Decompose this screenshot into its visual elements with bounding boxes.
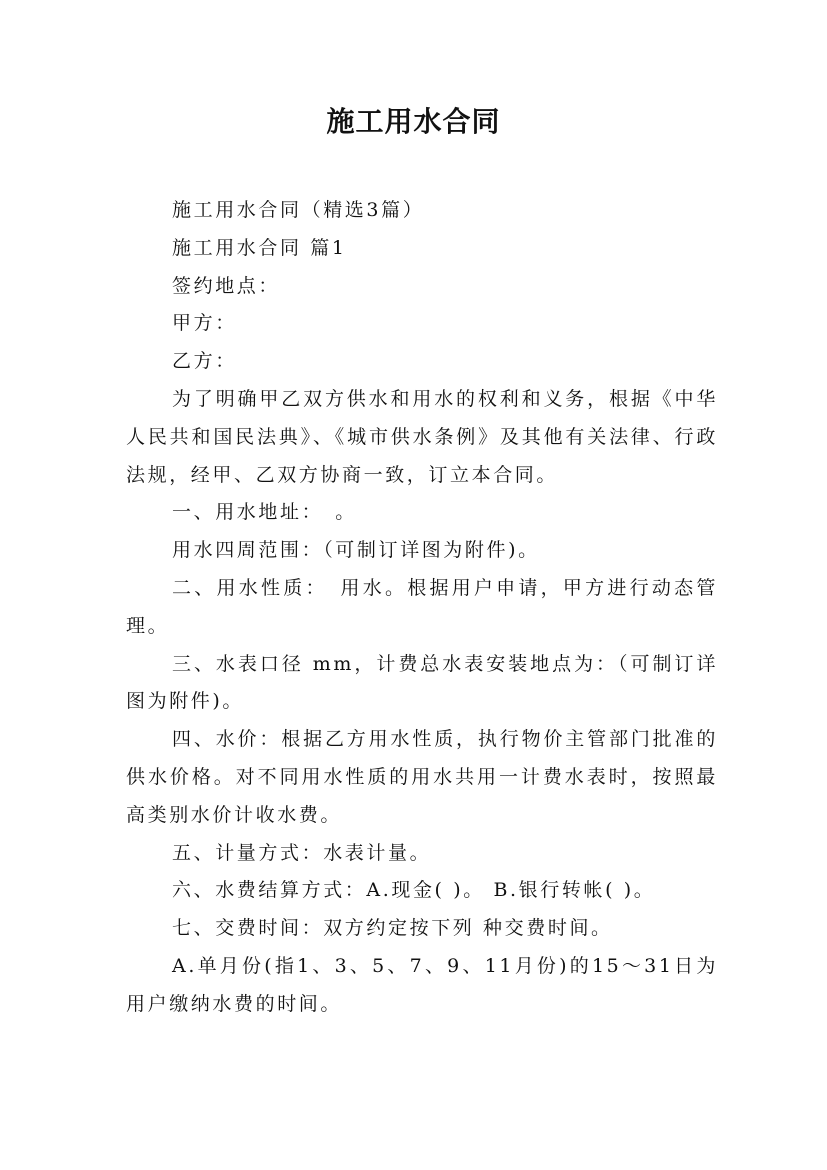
paragraph-party-b: 乙方：	[172, 350, 237, 373]
paragraph-subtitle: 施工用水合同（精选3篇）	[172, 199, 425, 221]
paragraph-clause-6: 六、水费结算方式：A.现金( )。 B.银行转帐( )。	[172, 879, 656, 902]
paragraph-clause-7: 七、交费时间：双方约定按下列 种交费时间。	[172, 917, 613, 940]
paragraph-clause-1: 一、用水地址： 。	[172, 501, 357, 524]
document-title: 施工用水合同	[326, 105, 501, 138]
paragraph-clause-2: 二、用水性质： 用水。根据用户申请，甲方进行动态管理。	[126, 576, 718, 637]
paragraph-preamble: 为了明确甲乙双方供水和用水的权利和义务，根据《中华人民共和国民法典》、《城市供水条例》及其他有关法律、行政法规，经甲、乙双方协商一致，订立本合同。	[126, 387, 718, 486]
paragraph-clause-5: 五、计量方式：水表计量。	[172, 841, 432, 864]
paragraph-signing-place: 签约地点：	[172, 274, 281, 297]
paragraph-section-heading: 施工用水合同 篇1	[172, 236, 347, 259]
document-body	[126, 192, 718, 1024]
paragraph-party-a: 甲方：	[172, 312, 237, 335]
paragraph-clause-4: 四、水价：根据乙方用水性质，执行物价主管部门批准的供水价格。对不同用水性质的用水共用一计费水表时，按照最高类别水价计收水费。	[126, 728, 718, 826]
paragraph-clause-1-scope: 用水四周范围：（可制订详图为附件)。	[172, 539, 540, 562]
paragraph-clause-3: 三、水表口径 mm，计费总水表安装地点为：（可制订详图为附件)。	[126, 652, 718, 713]
paragraph-clause-7-a: A.单月份(指1、3、5、7、9、11月份)的15～31日为用户缴纳水费的时间。	[126, 954, 718, 1015]
